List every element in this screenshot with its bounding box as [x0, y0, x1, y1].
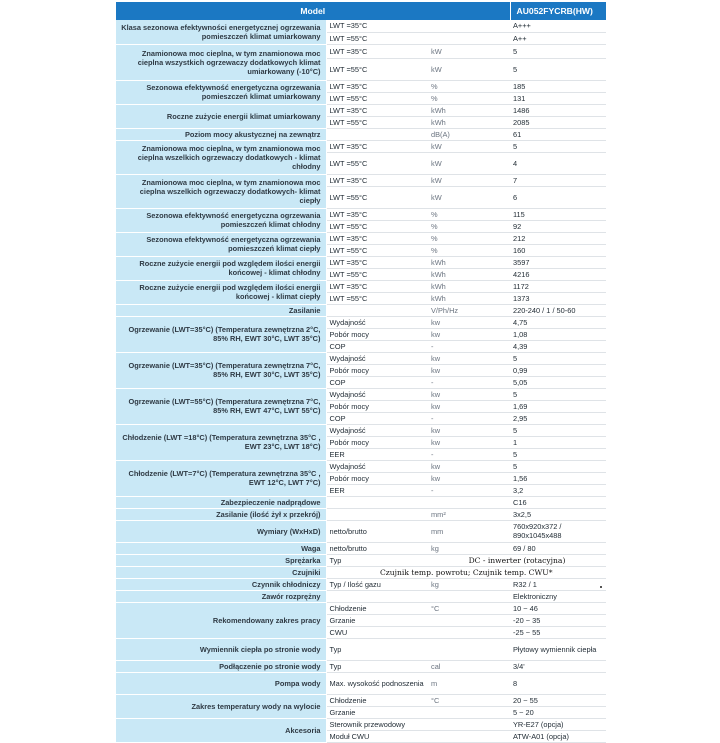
row-value: 5 — [510, 448, 606, 460]
row-unit — [428, 590, 510, 602]
row-unit — [428, 32, 510, 44]
table-row — [116, 590, 606, 602]
row-condition — [326, 508, 428, 520]
row-unit — [428, 614, 510, 626]
row-condition: LWT =35°C — [326, 208, 428, 220]
table-row — [116, 542, 606, 554]
table-row — [116, 140, 606, 152]
row-condition: CWU — [326, 626, 428, 638]
row-unit: kW — [428, 152, 510, 174]
row-value: 3/4' — [510, 660, 606, 672]
row-condition: Pobór mocy — [326, 328, 428, 340]
row-condition: Pobór mocy — [326, 436, 428, 448]
row-value: 4216 — [510, 268, 606, 280]
row-unit: kW — [428, 186, 510, 208]
row-value: 5 — [510, 44, 606, 58]
row-unit: kWh — [428, 116, 510, 128]
row-condition: LWT =35°C — [326, 44, 428, 58]
row-label: Znamionowa moc cieplna, w tym znamionowa moc cieplna wszelkich ogrzewaczy dodatkowych - klimat chłodny — [116, 140, 326, 174]
table-row — [116, 694, 606, 706]
table-row — [116, 554, 606, 566]
row-value: 3x2,5 — [510, 508, 606, 520]
row-label: Wymiary (WxHxD) — [116, 520, 326, 542]
row-unit: - — [428, 448, 510, 460]
row-condition — [326, 128, 428, 140]
row-unit: % — [428, 220, 510, 232]
row-unit: kw — [428, 400, 510, 412]
row-value: 69 / 80 — [510, 542, 606, 554]
row-unit: dB(A) — [428, 128, 510, 140]
row-label: Poziom mocy akustycznej na zewnątrz — [116, 128, 326, 140]
row-condition: Wydajność — [326, 388, 428, 400]
row-label: Waga — [116, 542, 326, 554]
row-unit — [428, 706, 510, 718]
row-condition: LWT =55°C — [326, 292, 428, 304]
row-unit: kw — [428, 352, 510, 364]
table-row — [116, 460, 606, 472]
table-row — [116, 496, 606, 508]
row-unit: kw — [428, 316, 510, 328]
row-value: 5 — [510, 140, 606, 152]
row-value: 220-240 / 1 / 50-60 — [510, 304, 606, 316]
row-label: Czujniki — [116, 566, 326, 578]
row-condition: LWT =35°C — [326, 280, 428, 292]
row-unit: kg — [428, 578, 510, 590]
table-row — [116, 316, 606, 328]
table-row — [116, 638, 606, 660]
row-condition: Typ — [326, 554, 428, 566]
row-label: Znamionowa moc cieplna, w tym znamionowa moc cieplna wszystkich ogrzewaczy dodatkowych klimat umiarkowany (-10°C) — [116, 44, 326, 80]
row-unit: kW — [428, 58, 510, 80]
row-unit: - — [428, 484, 510, 496]
row-unit: mm — [428, 520, 510, 542]
row-value: 4,75 — [510, 316, 606, 328]
row-value: 2085 — [510, 116, 606, 128]
model-header: Model — [116, 2, 510, 20]
row-unit — [428, 730, 510, 742]
row-value: -25 ~ 55 — [510, 626, 606, 638]
row-unit: - — [428, 412, 510, 424]
row-label: Sezonowa efektywność energetyczna ogrzewania pomieszczeń klimat ciepły — [116, 232, 326, 256]
row-value: 5 — [510, 424, 606, 436]
row-value: 1,08 — [510, 328, 606, 340]
row-value: 5 — [510, 460, 606, 472]
row-unit: % — [428, 80, 510, 92]
row-unit: mm² — [428, 508, 510, 520]
table-row — [116, 232, 606, 244]
row-condition — [326, 304, 428, 316]
row-unit: % — [428, 232, 510, 244]
row-condition: Wydajność — [326, 460, 428, 472]
table-row — [116, 566, 606, 578]
row-value: 1486 — [510, 104, 606, 116]
row-unit: kWh — [428, 268, 510, 280]
row-unit — [428, 638, 510, 660]
row-condition: Max. wysokość podnoszenia — [326, 672, 428, 694]
table-row — [116, 672, 606, 694]
row-label: Chłodzenie (LWT=7°C) (Temperatura zewnętrzna 35°C , EWT 12°C, LWT 7°C) — [116, 460, 326, 496]
row-condition: LWT =55°C — [326, 220, 428, 232]
row-condition: LWT =35°C — [326, 80, 428, 92]
row-condition: Wydajność — [326, 316, 428, 328]
row-unit: m — [428, 672, 510, 694]
row-label: Podłączenie po stronie wody — [116, 660, 326, 672]
row-unit: V/Ph/Hz — [428, 304, 510, 316]
row-condition: Typ — [326, 660, 428, 672]
row-condition: LWT =55°C — [326, 58, 428, 80]
row-condition: Pobór mocy — [326, 472, 428, 484]
header-row — [116, 2, 606, 20]
row-value: 7 — [510, 174, 606, 186]
row-value: 185 — [510, 80, 606, 92]
row-value: 92 — [510, 220, 606, 232]
row-unit: kw — [428, 328, 510, 340]
row-condition: netto/brutto — [326, 542, 428, 554]
row-label: Zabezpieczenie nadprądowe — [116, 496, 326, 508]
model-code-header: AU052FYCRB(HW) — [510, 2, 606, 20]
margin-mark — [600, 586, 602, 588]
row-value: 10 ~ 46 — [510, 602, 606, 614]
row-condition: Chłodzenie — [326, 694, 428, 706]
row-label: Sezonowa efektywność energetyczna ogrzewania pomieszczeń klimat umiarkowany — [116, 80, 326, 104]
row-value: 2,95 — [510, 412, 606, 424]
row-unit — [428, 496, 510, 508]
row-unit: kw — [428, 388, 510, 400]
row-condition: COP — [326, 412, 428, 424]
row-label: Akcesoria — [116, 718, 326, 742]
row-label: Wymiennik ciepła po stronie wody — [116, 638, 326, 660]
row-condition: Wydajność — [326, 424, 428, 436]
row-label: Klasa sezonowa efektywności energetycznej ogrzewania pomieszczeń klimat umiarkowany — [116, 20, 326, 44]
table-row — [116, 508, 606, 520]
row-value: 5 — [510, 58, 606, 80]
row-unit: cal — [428, 660, 510, 672]
row-label: Ogrzewanie (LWT=55°C) (Temperatura zewnętrzna 7°C, 85% RH, EWT 47°C, LWT 55°C) — [116, 388, 326, 424]
table-row — [116, 280, 606, 292]
row-value: 160 — [510, 244, 606, 256]
row-label: Chłodzenie (LWT =18°C) (Temperatura zewnętrzna 35°C , EWT 23°C, LWT 18°C) — [116, 424, 326, 460]
row-value: A+++ — [510, 20, 606, 32]
row-condition: COP — [326, 340, 428, 352]
row-label: Ogrzewanie (LWT=35°C) (Temperatura zewnętrzna 2°C, 85% RH, EWT 30°C, LWT 35°C) — [116, 316, 326, 352]
row-label: Rekomendowany zakres pracy — [116, 602, 326, 638]
row-value: R32 / 1 — [510, 578, 606, 590]
row-condition: EER — [326, 448, 428, 460]
row-label: Zawór rozprężny — [116, 590, 326, 602]
row-value: 3,2 — [510, 484, 606, 496]
row-value: 115 — [510, 208, 606, 220]
row-condition: LWT =35°C — [326, 256, 428, 268]
table-row — [116, 304, 606, 316]
row-unit: °C — [428, 694, 510, 706]
table-row — [116, 388, 606, 400]
row-unit — [428, 626, 510, 638]
row-condition: LWT =55°C — [326, 244, 428, 256]
row-value: 5 — [510, 388, 606, 400]
row-label: Roczne zużycie energii pod względem ilości energii końcowej - klimat ciepły — [116, 280, 326, 304]
row-unit: kw — [428, 460, 510, 472]
row-condition: LWT =55°C — [326, 92, 428, 104]
row-value: 1,69 — [510, 400, 606, 412]
row-unit: kWh — [428, 280, 510, 292]
row-value: 4 — [510, 152, 606, 174]
row-label: Zakres temperatury wody na wylocie — [116, 694, 326, 718]
row-condition: Typ / Ilość gazu — [326, 578, 428, 590]
row-label: Sprężarka — [116, 554, 326, 566]
row-unit: kw — [428, 436, 510, 448]
table-row — [116, 128, 606, 140]
table-row — [116, 256, 606, 268]
row-condition: Typ — [326, 638, 428, 660]
row-unit: % — [428, 208, 510, 220]
row-condition — [326, 496, 428, 508]
row-label: Czynnik chłodniczy — [116, 578, 326, 590]
row-unit: % — [428, 92, 510, 104]
row-value: 1,56 — [510, 472, 606, 484]
row-label: Roczne zużycie energii pod względem ilości energii końcowej - klimat chłodny — [116, 256, 326, 280]
row-unit: kW — [428, 174, 510, 186]
row-value: A++ — [510, 32, 606, 44]
row-value: 20 ~ 55 — [510, 694, 606, 706]
row-unit: % — [428, 244, 510, 256]
row-value: -20 ~ 35 — [510, 614, 606, 626]
row-value: 0,99 — [510, 364, 606, 376]
row-label: Pompa wody — [116, 672, 326, 694]
row-condition: LWT =35°C — [326, 174, 428, 186]
row-value: 212 — [510, 232, 606, 244]
row-label: Roczne zużycie energii klimat umiarkowany — [116, 104, 326, 128]
row-condition: LWT =35°C — [326, 20, 428, 32]
row-condition: LWT =55°C — [326, 186, 428, 208]
row-value: 1172 — [510, 280, 606, 292]
table-row — [116, 602, 606, 614]
row-condition: LWT =35°C — [326, 140, 428, 152]
row-unit: kg — [428, 542, 510, 554]
table-row — [116, 80, 606, 92]
row-value: 6 — [510, 186, 606, 208]
table-row — [116, 20, 606, 32]
row-value: 1373 — [510, 292, 606, 304]
row-value: DC - inwerter (rotacyjna) — [428, 554, 606, 566]
row-value: 61 — [510, 128, 606, 140]
table-row — [116, 208, 606, 220]
row-label: Ogrzewanie (LWT=35°C) (Temperatura zewnętrzna 7°C, 85% RH, EWT 30°C, LWT 35°C) — [116, 352, 326, 388]
row-value: 760x920x372 / 890x1045x488 — [510, 520, 606, 542]
row-value: 8 — [510, 672, 606, 694]
row-condition: EER — [326, 484, 428, 496]
table-row — [116, 174, 606, 186]
row-condition: LWT =55°C — [326, 32, 428, 44]
row-value: Płytowy wymiennik ciepła — [510, 638, 606, 660]
row-unit: kWh — [428, 104, 510, 116]
row-label: Sezonowa efektywność energetyczna ogrzewania pomieszczeń klimat chłodny — [116, 208, 326, 232]
row-value: 5 ~ 20 — [510, 706, 606, 718]
row-condition: LWT =55°C — [326, 116, 428, 128]
row-label: Znamionowa moc cieplna, w tym znamionowa moc cieplna wszelkich ogrzewaczy dodatkowych- klimat ciepły — [116, 174, 326, 208]
row-unit: °C — [428, 602, 510, 614]
row-value: 4,39 — [510, 340, 606, 352]
row-unit: kw — [428, 472, 510, 484]
row-unit: kw — [428, 364, 510, 376]
row-condition: Pobór mocy — [326, 400, 428, 412]
row-value: ATW-A01 (opcja) — [510, 730, 606, 742]
row-unit — [428, 20, 510, 32]
row-unit: kw — [428, 424, 510, 436]
row-condition — [326, 590, 428, 602]
row-value: 131 — [510, 92, 606, 104]
row-value: C16 — [510, 496, 606, 508]
row-condition: LWT =35°C — [326, 104, 428, 116]
row-unit: kW — [428, 44, 510, 58]
table-row — [116, 578, 606, 590]
row-condition: Sterownik przewodowy — [326, 718, 428, 730]
table-row — [116, 520, 606, 542]
row-condition: Grzanie — [326, 614, 428, 626]
row-value: 3597 — [510, 256, 606, 268]
row-condition: Wydajność — [326, 352, 428, 364]
table-row — [116, 44, 606, 58]
table-row — [116, 352, 606, 364]
row-condition: Moduł CWU — [326, 730, 428, 742]
row-value: 1 — [510, 436, 606, 448]
row-unit: - — [428, 340, 510, 352]
row-value: 5 — [510, 352, 606, 364]
row-unit: kW — [428, 140, 510, 152]
row-label: Zasilanie (ilość żył x przekrój) — [116, 508, 326, 520]
row-unit: kWh — [428, 256, 510, 268]
spec-table — [116, 2, 607, 743]
row-condition: COP — [326, 376, 428, 388]
table-row — [116, 660, 606, 672]
table-row — [116, 104, 606, 116]
row-value: YR-E27 (opcja) — [510, 718, 606, 730]
row-value: Czujnik temp. powrotu; Czujnik temp. CWU* — [326, 566, 606, 578]
row-condition: Pobór mocy — [326, 364, 428, 376]
row-unit: - — [428, 376, 510, 388]
row-unit: kWh — [428, 292, 510, 304]
row-condition: LWT =35°C — [326, 232, 428, 244]
row-value: Elektroniczny — [510, 590, 606, 602]
row-condition: LWT =55°C — [326, 152, 428, 174]
row-condition: Chłodzenie — [326, 602, 428, 614]
row-condition: LWT =55°C — [326, 268, 428, 280]
table-row — [116, 424, 606, 436]
row-condition: Grzanie — [326, 706, 428, 718]
spec-body — [116, 20, 606, 742]
row-value: 5,05 — [510, 376, 606, 388]
row-condition: netto/brutto — [326, 520, 428, 542]
row-label: Zasilanie — [116, 304, 326, 316]
